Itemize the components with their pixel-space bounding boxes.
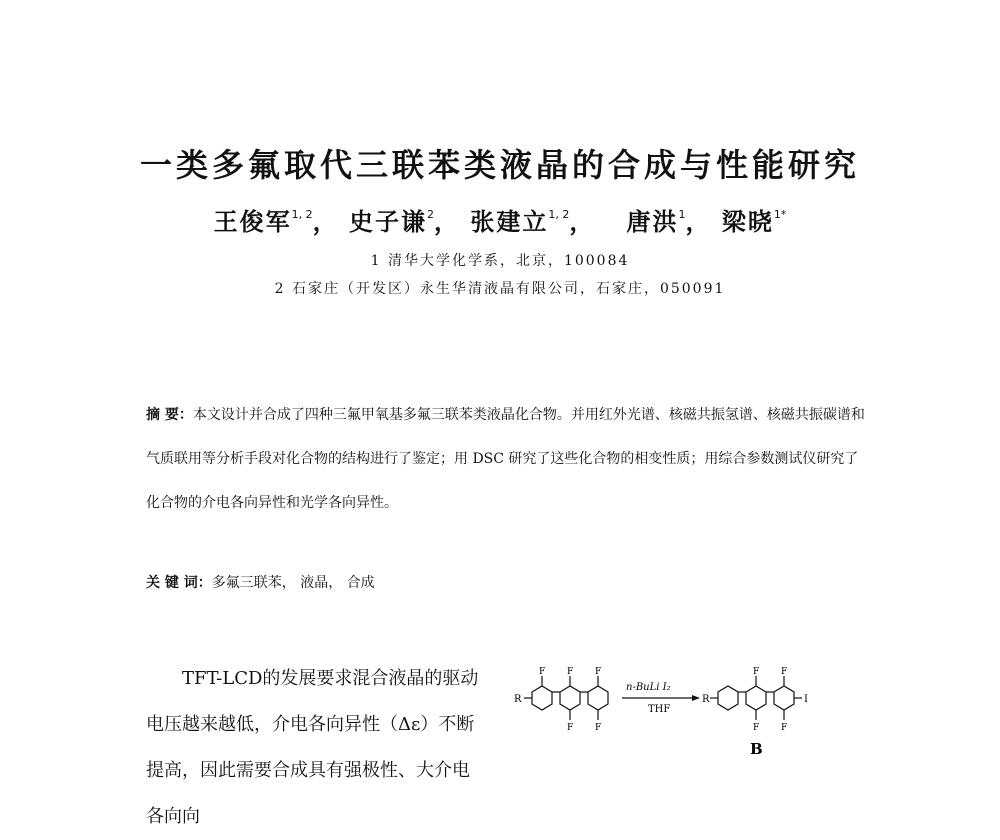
author-affiliation-mark: 1* [773,208,787,221]
substituent-f: F [567,667,574,677]
author-name: 唐洪 [626,208,679,236]
substituent-f: F [539,667,546,677]
reaction-scheme [510,650,830,760]
author-affiliation-mark: 1, 2 [548,208,570,221]
substituent-f: F [753,667,760,677]
substituent-f: F [753,723,760,733]
author-name: 王俊军 [213,208,292,236]
author-separator: ， [434,208,461,236]
author-affiliation-mark: 1, 2 [291,208,313,221]
author-name: 梁晓 [721,208,774,236]
substituent-r: R [514,694,522,705]
affiliation-2: 2 石家庄（开发区）永生华清液晶有限公司，石家庄，050091 [274,281,726,297]
author-affiliation-mark: 1 [678,208,686,221]
substituent-f: F [781,723,788,733]
author-name: 张建立 [470,208,549,236]
arrow-head [692,695,700,701]
keywords-label: 关 键 词： [146,575,212,591]
body-paragraph: TFT-LCD的发展要求混合液晶的驱动电压越来越低，介电各向异性（Δε）不断提高，因此需要合成具有强极性、大介电各向向 [146,668,479,827]
paper-title: 一类多氟取代三联苯类液晶的合成与性能研究 [139,146,860,184]
author-list [0,202,1000,237]
author-name: 史子谦 [349,208,428,236]
substituent-f: F [567,723,574,733]
product-structure [710,676,802,720]
author-separator: ， [569,208,596,236]
substituent-f: F [781,667,788,677]
author-separator: ， [312,208,339,236]
keywords [146,572,375,592]
author-affiliation-mark: 2 [427,208,435,221]
abstract-label: 摘 要： [146,407,193,423]
substituent-r: R [702,694,710,705]
abstract-text: 本文设计并合成了四种三氟甲氧基多氟三联苯类液晶化合物。并用红外光谱、核磁共振氢谱、核磁共振碳谱和气质联用等分析手段对化合物的结构进行了鉴定；用 DSC 研究了这些化合物的相变性质；用综合参数测试仪研究了化合物的介电各向异性和光学各向异性。 [146,407,865,511]
reactant-structure [524,676,608,720]
affiliation-1: 1 清华大学化学系，北京，100084 [370,253,630,269]
author-separator: ， [685,208,712,236]
product-label: B [750,740,763,758]
keywords-text: 多氟三联苯， 液晶， 合成 [211,575,375,591]
abstract [146,393,866,525]
substituent-i: I [804,694,808,705]
reagent-bottom: THF [648,704,671,715]
substituent-f: F [595,723,602,733]
reagent-top: n-BuLi I₂ [626,682,671,693]
substituent-f: F [595,667,602,677]
